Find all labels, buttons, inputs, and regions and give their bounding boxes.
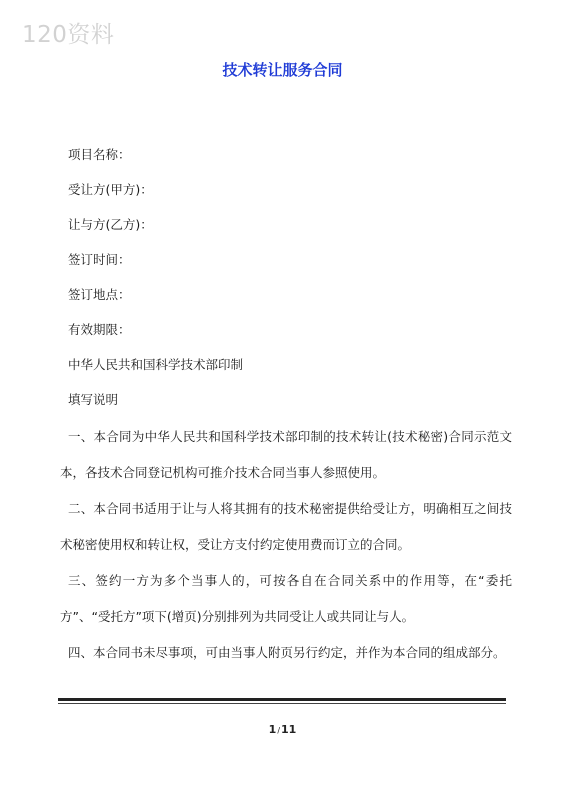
field-transferor: 让与方(乙方)：	[68, 217, 153, 232]
field-sign-time: 签订时间：	[68, 252, 131, 267]
instructions-heading: 填写说明	[68, 392, 119, 407]
page-number	[0, 723, 565, 736]
page-total: 11	[281, 723, 297, 736]
instruction-paragraph-2: 二、本合同书适用于让与人将其拥有的技术秘密提供给受让方，明确相互之间技术秘密使用权和转让权，受让方支付约定使用费而订立的合同。	[60, 501, 512, 552]
footer-rule-thick	[58, 698, 506, 701]
page-separator: /	[277, 726, 281, 735]
instruction-paragraph-1: 一、本合同为中华人民共和国科学技术部印制的技术转让(技术秘密)合同示范文本，各技术合同登记机构可推介技术合同当事人参照使用。	[60, 429, 512, 480]
field-sign-place: 签订地点：	[68, 287, 131, 302]
instruction-paragraph-4: 四、本合同书未尽事项，可由当事人附页另行约定，并作为本合同的组成部分。	[68, 645, 506, 660]
field-project-name: 项目名称：	[68, 147, 131, 162]
watermark-logo-text: 120资料	[22, 22, 115, 48]
page-current: 1	[268, 723, 277, 736]
printed-by-line: 中华人民共和国科学技术部印制	[68, 357, 244, 372]
footer-rule-thin	[58, 703, 506, 704]
field-transferee: 受让方(甲方)：	[68, 182, 153, 197]
document-title: 技术转让服务合同	[222, 61, 343, 79]
instruction-paragraph-3: 三、签约一方为多个当事人的，可按各自在合同关系中的作用等，在“委托方”、“受托方”项下(增页)分别排列为共同受让人或共同让与人。	[60, 573, 512, 624]
field-validity: 有效期限：	[68, 322, 131, 337]
